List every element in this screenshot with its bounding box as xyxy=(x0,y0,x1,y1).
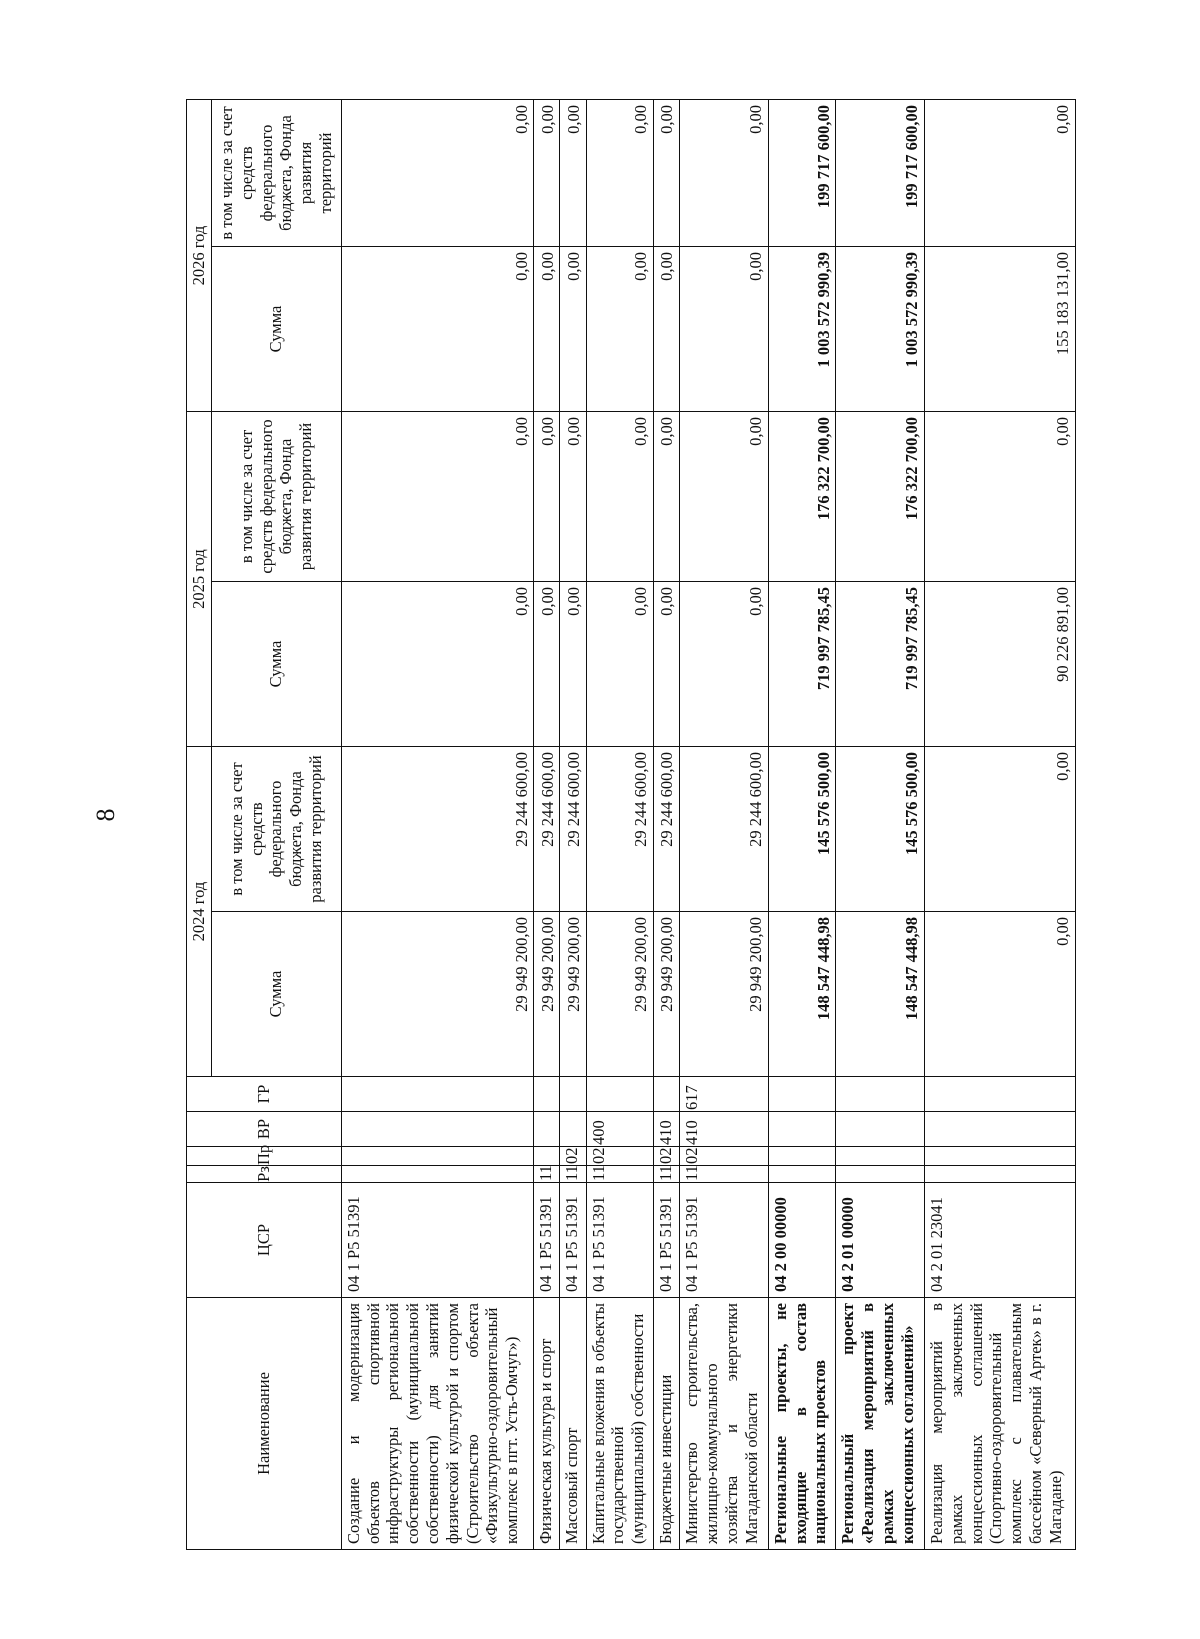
row-fed-2026: 0,00 xyxy=(924,100,1075,247)
row-fed-2024: 29 244 600,00 xyxy=(560,747,586,912)
row-csr: 04 1 P5 51391 xyxy=(341,1183,534,1298)
row-vr: 410 xyxy=(654,1112,680,1147)
row-fed-2025: 0,00 xyxy=(654,412,680,582)
row-rz: 11 xyxy=(680,1166,769,1183)
row-gr xyxy=(924,1077,1075,1112)
row-vr xyxy=(924,1112,1075,1147)
row-name: Реализация мероприятий в рамках заключенных концессионных соглашений (Спортивно-оздоровительный комплекс с плавательным бассейном «Северный Артек» в г. Магадане) xyxy=(924,1298,1075,1550)
row-sum-2024: 148 547 448,98 xyxy=(768,912,836,1077)
row-rz xyxy=(836,1166,925,1183)
row-sum-2026: 0,00 xyxy=(654,247,680,412)
row-sum-2026: 0,00 xyxy=(586,247,654,412)
row-sum-2025: 90 226 891,00 xyxy=(924,582,1075,747)
row-fed-2024: 29 244 600,00 xyxy=(534,747,560,912)
table-body xyxy=(341,100,1075,1550)
row-sum-2024: 148 547 448,98 xyxy=(836,912,925,1077)
row-rz: 11 xyxy=(560,1166,586,1183)
budget-table-container xyxy=(186,100,1076,1550)
row-sum-2025: 719 997 785,45 xyxy=(768,582,836,747)
header-year-2024: 2024 год xyxy=(187,747,212,1077)
row-pr: 02 xyxy=(680,1147,769,1166)
row-rz: 11 xyxy=(534,1166,560,1183)
row-sum-2024: 29 949 200,00 xyxy=(534,912,560,1077)
row-sum-2025: 0,00 xyxy=(586,582,654,747)
row-gr xyxy=(534,1077,560,1112)
row-sum-2026: 0,00 xyxy=(560,247,586,412)
row-sum-2025: 0,00 xyxy=(680,582,769,747)
row-name: Создание и модернизация объектов спортивной инфраструктуры региональной собственности (муниципальной собственности) для занятий физической культурой и спортом (Строительство объекта «Физкультурно-оздоровительный комплекс в пгт. Усть-Омчуг») xyxy=(341,1298,534,1550)
row-vr xyxy=(768,1112,836,1147)
row-pr: 02 xyxy=(654,1147,680,1166)
row-fed-2026: 0,00 xyxy=(654,100,680,247)
row-rz xyxy=(924,1166,1075,1183)
header-year-2025: 2025 год xyxy=(187,412,212,747)
row-pr: 02 xyxy=(586,1147,654,1166)
row-csr: 04 1 P5 51391 xyxy=(586,1183,654,1298)
row-fed-2026: 199 717 600,00 xyxy=(836,100,925,247)
row-name: Региональный проект «Реализация мероприятий в рамках заключенных концессионных соглашений» xyxy=(836,1298,925,1550)
row-vr xyxy=(836,1112,925,1147)
row-sum-2025: 0,00 xyxy=(654,582,680,747)
table-row xyxy=(341,100,534,1550)
row-rz xyxy=(768,1166,836,1183)
row-sum-2026: 1 003 572 990,39 xyxy=(768,247,836,412)
row-name: Физическая культура и спорт xyxy=(534,1298,560,1550)
row-sum-2025: 719 997 785,45 xyxy=(836,582,925,747)
row-pr xyxy=(341,1147,534,1166)
row-csr: 04 1 P5 51391 xyxy=(680,1183,769,1298)
row-sum-2024: 29 949 200,00 xyxy=(586,912,654,1077)
table-row xyxy=(654,100,680,1550)
row-sum-2026: 0,00 xyxy=(534,247,560,412)
row-fed-2025: 0,00 xyxy=(341,412,534,582)
row-sum-2024: 29 949 200,00 xyxy=(654,912,680,1077)
row-vr xyxy=(341,1112,534,1147)
row-pr xyxy=(924,1147,1075,1166)
row-fed-2025: 0,00 xyxy=(680,412,769,582)
row-fed-2025: 0,00 xyxy=(560,412,586,582)
row-sum-2025: 0,00 xyxy=(534,582,560,747)
row-fed-2024: 29 244 600,00 xyxy=(680,747,769,912)
header-year-2026: 2026 год xyxy=(187,100,212,412)
table-row xyxy=(534,100,560,1550)
header-csr: ЦСР xyxy=(187,1183,342,1298)
budget-table xyxy=(186,99,1076,1550)
row-csr: 04 2 00 00000 xyxy=(768,1183,836,1298)
row-fed-2026: 0,00 xyxy=(534,100,560,247)
row-rz: 11 xyxy=(654,1166,680,1183)
row-sum-2026: 0,00 xyxy=(680,247,769,412)
header-incl-2026: в том числе за счет средств федерального бюджета, Фонда развития территорий xyxy=(211,100,341,247)
row-pr: 02 xyxy=(560,1147,586,1166)
row-fed-2025: 176 322 700,00 xyxy=(836,412,925,582)
row-rz xyxy=(341,1166,534,1183)
row-name: Капитальные вложения в объекты государственной (муниципальной) собственности xyxy=(586,1298,654,1550)
row-fed-2025: 0,00 xyxy=(586,412,654,582)
row-pr xyxy=(534,1147,560,1166)
row-name: Бюджетные инвестиции xyxy=(654,1298,680,1550)
table-row xyxy=(560,100,586,1550)
header-sum-2024: Сумма xyxy=(211,912,341,1077)
row-fed-2024: 0,00 xyxy=(924,747,1075,912)
row-vr xyxy=(534,1112,560,1147)
header-sum-2026: Сумма xyxy=(211,247,341,412)
row-fed-2025: 176 322 700,00 xyxy=(768,412,836,582)
row-fed-2026: 0,00 xyxy=(586,100,654,247)
row-gr xyxy=(768,1077,836,1112)
header-sum-2025: Сумма xyxy=(211,582,341,747)
header-rz: Рз xyxy=(187,1166,342,1183)
row-sum-2025: 0,00 xyxy=(560,582,586,747)
row-sum-2024: 29 949 200,00 xyxy=(341,912,534,1077)
row-name: Министерство строительства, жилищно-коммунального хозяйства и энергетики Магаданской области xyxy=(680,1298,769,1550)
row-name: Массовый спорт xyxy=(560,1298,586,1550)
row-sum-2026: 0,00 xyxy=(341,247,534,412)
row-fed-2024: 29 244 600,00 xyxy=(654,747,680,912)
row-name: Региональные проекты, не входящие в состав национальных проектов xyxy=(768,1298,836,1550)
table-row xyxy=(924,100,1075,1550)
row-gr xyxy=(836,1077,925,1112)
row-sum-2024: 29 949 200,00 xyxy=(560,912,586,1077)
row-fed-2025: 0,00 xyxy=(534,412,560,582)
page-number: 8 xyxy=(91,808,120,822)
row-vr xyxy=(560,1112,586,1147)
table-row xyxy=(586,100,654,1550)
row-gr xyxy=(560,1077,586,1112)
row-pr xyxy=(836,1147,925,1166)
row-fed-2025: 0,00 xyxy=(924,412,1075,582)
row-fed-2026: 0,00 xyxy=(341,100,534,247)
header-incl-2024: в том числе за счет средств федерального бюджета, Фонда развития территорий xyxy=(211,747,341,912)
row-fed-2024: 145 576 500,00 xyxy=(836,747,925,912)
row-gr: 617 xyxy=(680,1077,769,1112)
row-fed-2026: 0,00 xyxy=(680,100,769,247)
row-csr: 04 1 P5 51391 xyxy=(654,1183,680,1298)
row-csr: 04 2 01 23041 xyxy=(924,1183,1075,1298)
header-incl-2025: в том числе за счет средств федерального бюджета, Фонда развития территорий xyxy=(211,412,341,582)
table-row xyxy=(768,100,836,1550)
row-csr: 04 1 P5 51391 xyxy=(534,1183,560,1298)
header-vr: ВР xyxy=(187,1112,342,1147)
table-row xyxy=(836,100,925,1550)
row-gr xyxy=(341,1077,534,1112)
row-sum-2026: 1 003 572 990,39 xyxy=(836,247,925,412)
row-gr xyxy=(654,1077,680,1112)
row-csr: 04 1 P5 51391 xyxy=(560,1183,586,1298)
row-fed-2024: 29 244 600,00 xyxy=(341,747,534,912)
row-sum-2025: 0,00 xyxy=(341,582,534,747)
row-fed-2024: 145 576 500,00 xyxy=(768,747,836,912)
row-vr: 400 xyxy=(586,1112,654,1147)
row-fed-2026: 0,00 xyxy=(560,100,586,247)
row-vr: 410 xyxy=(680,1112,769,1147)
row-fed-2024: 29 244 600,00 xyxy=(586,747,654,912)
header-gr: ГР xyxy=(187,1077,342,1112)
row-rz: 11 xyxy=(586,1166,654,1183)
row-csr: 04 2 01 00000 xyxy=(836,1183,925,1298)
row-sum-2024: 29 949 200,00 xyxy=(680,912,769,1077)
header-pr: Пр xyxy=(187,1147,342,1166)
row-sum-2026: 155 183 131,00 xyxy=(924,247,1075,412)
row-sum-2024: 0,00 xyxy=(924,912,1075,1077)
row-fed-2026: 199 717 600,00 xyxy=(768,100,836,247)
table-row xyxy=(680,100,769,1550)
row-gr xyxy=(586,1077,654,1112)
row-pr xyxy=(768,1147,836,1166)
header-name: Наименование xyxy=(187,1298,342,1550)
